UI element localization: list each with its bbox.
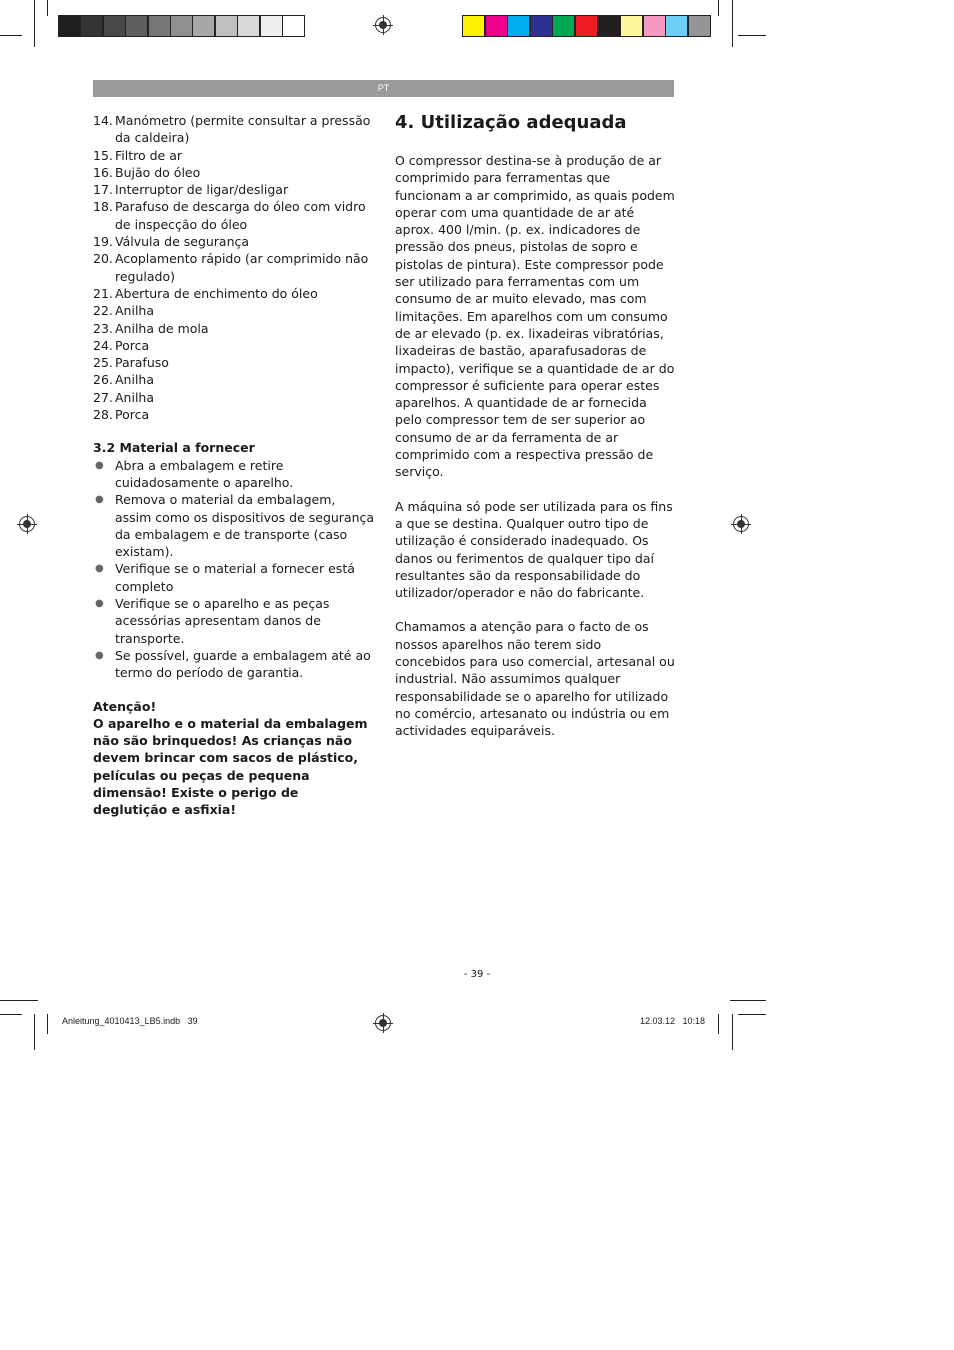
registration-mark-icon [375,1015,391,1031]
color-swatch [665,15,688,37]
crop-mark [730,1000,766,1001]
gray-swatch [237,15,260,37]
list-item [93,320,375,337]
item-text: Porca [115,337,150,353]
left-column [93,112,375,819]
warning-block [93,698,375,819]
color-swatch [507,15,530,37]
crop-mark [718,0,719,16]
item-number: 17. [93,182,113,198]
registration-mark-icon [19,516,35,532]
list-item [93,112,375,147]
color-swatch [552,15,575,37]
color-swatch [530,15,553,37]
crop-mark [732,0,733,47]
language-header-bar [93,80,674,97]
item-text: Válvula de segurança [115,234,250,250]
page-number: - 39 - [463,969,491,980]
bullet-text: Abra a embalagem e retire cuidadosamente o aparelho. [115,457,294,490]
gray-swatch [125,15,148,37]
item-text: Anilha [115,303,155,319]
item-text: Bujão do óleo [115,164,201,180]
item-number: 15. [93,147,113,163]
item-text: Anilha de mola [115,320,209,336]
item-text: Manómetro (permite consultar a pressão da caldeira) [115,113,371,146]
gray-swatch [103,15,126,37]
item-number: 18. [93,199,113,215]
color-swatch [598,15,621,37]
bullet-text: Verifique se o material a fornecer está completo [115,561,355,594]
list-item [93,164,375,181]
item-number: 20. [93,251,113,267]
color-swatch [485,15,508,37]
footer-file-info: Anleitung_4010413_LB5.indb 39 [62,1016,198,1026]
item-number: 22. [93,303,113,319]
list-item [93,647,375,682]
list-item [93,406,375,423]
item-number: 16. [93,164,113,180]
footer-timestamp: 12.03.12 10:18 [640,1016,706,1026]
gray-swatch [80,15,103,37]
crop-mark [47,0,48,16]
crop-mark [0,35,22,36]
list-item [93,233,375,250]
list-item [93,250,375,285]
bullet-icon: ● [95,459,104,471]
item-number: 14. [93,113,113,128]
item-text: Interruptor de ligar/desligar [115,182,289,198]
bullet-icon: ● [95,598,104,610]
crop-mark [0,1000,38,1001]
list-item [93,302,375,319]
registration-mark-icon [375,17,391,33]
list-item [93,491,375,560]
list-item [93,198,375,233]
item-text: Filtro de ar [115,147,183,163]
color-swatch [688,15,711,37]
item-text: Parafuso [115,355,169,371]
item-number: 27. [93,389,113,405]
item-number: 25. [93,355,113,371]
list-item [93,389,375,406]
item-number: 28. [93,407,113,423]
usage-text [395,152,675,740]
list-item [93,595,375,647]
item-number: 26. [93,372,113,388]
paragraph: Chamamos a atenção para o facto de os nossos aparelhos não terem sido concebidos para uso comercial, artesanal ou industrial. Não assumimos qualquer responsabilidade se o aparelho for utilizado no comércio, artesanato ou indústria ou em actividades equiparáveis. [395,619,675,739]
registration-mark-icon [733,516,749,532]
crop-mark [34,0,35,47]
section-title: 3.2 Material a fornecer [93,440,255,456]
gray-swatch [192,15,215,37]
crop-mark [34,1014,35,1050]
gray-swatch [215,15,238,37]
gray-swatch [282,15,305,37]
paragraph: O compressor destina-se à produção de ar comprimido para ferramentas que funcionam a ar comprimido, as quais podem operar com uma quantidade de ar até aprox. 400 l/min. (p. ex. indicadores de pressão dos pneus, pistolas de sopro e pistolas de pintura). Este compressor pode ser utilizado para ferramentas com um consumo de ar muito elevado, mas com limitações. Em aparelhos com um consumo de ar elevado (p. ex. lixadeiras vibratórias, lixadeiras de bastão, aparafusadoras de impacto), verifique se a quantidade de ar do compressor é suficiente para operar estes aparelhos. A quantidade de ar fornecida pelo compressor tem de ser superior ao consumo de ar da ferramenta de ar comprimido com a respectiva pressão de serviço. [395,153,675,480]
item-number: 24. [93,337,113,353]
bullet-icon: ● [95,649,104,661]
list-item [93,457,375,492]
section-heading: 4. Utilização adequada [395,112,627,133]
bullet-icon: ● [95,494,104,506]
item-text: Anilha [115,389,155,405]
item-text: Porca [115,407,150,423]
gray-swatch [58,15,81,37]
list-item [93,560,375,595]
crop-mark [732,1014,733,1050]
paragraph: A máquina só pode ser utilizada para os fins a que se destina. Qualquer outro tipo de utilização é considerado inadequado. Os danos ou ferimentos de qualquer tipo daí resultantes são da responsabilidade do utilizador/operador e não do fabricante. [395,498,673,601]
item-text: Anilha [115,372,155,388]
color-swatch [643,15,666,37]
warning-title: Atenção! [93,698,157,714]
bullet-text: Verifique se o aparelho e as peças acessórias apresentam danos de transporte. [115,596,330,646]
item-number: 23. [93,320,113,336]
list-item [93,337,375,354]
color-swatch [462,15,485,37]
gray-swatch [260,15,283,37]
item-text: Abertura de enchimento do óleo [115,285,318,301]
item-text: Acoplamento rápido (ar comprimido não regulado) [115,251,369,284]
list-item [93,181,375,198]
item-text: Parafuso de descarga do óleo com vidro de inspecção do óleo [115,199,366,232]
delivery-checklist [93,457,375,682]
color-swatch [620,15,643,37]
gray-swatch [148,15,171,37]
list-item [93,147,375,164]
crop-mark [738,1014,766,1015]
language-code: PT [377,83,390,93]
warning-text: O aparelho e o material da embalagem não são brinquedos! As crianças não devem brincar com sacos de plástico, películas ou peças de pequena dimensão! Existe o perigo de deglutição e asfixia! [93,715,368,818]
list-item [93,285,375,302]
item-number: 19. [93,234,113,250]
parts-list [93,112,375,423]
gray-swatch [170,15,193,37]
right-column [395,112,675,757]
bullet-text: Remova o material da embalagem, assim como os dispositivos de segurança da embalagem e de transporte (caso existam). [115,492,375,560]
list-item [93,371,375,388]
crop-mark [738,35,766,36]
list-item [93,354,375,371]
crop-mark [47,1014,48,1034]
bullet-icon: ● [95,563,104,575]
color-swatch [575,15,598,37]
crop-mark [0,1014,22,1015]
crop-mark [718,1014,719,1034]
item-number: 21. [93,285,113,301]
bullet-text: Se possível, guarde a embalagem até ao termo do período de garantia. [115,647,371,681]
